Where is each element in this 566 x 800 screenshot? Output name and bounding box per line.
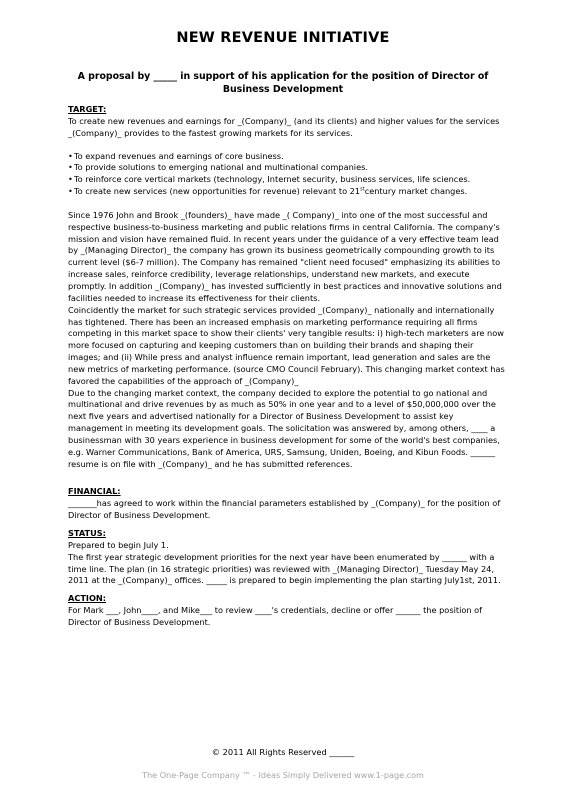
status-line-2: The first year strategic development priorities for the next year have been enumerated by ______ with a time line. The plan (in 16 strategic priorities) was reviewed with _(Managing Director)_ Tuesday May 24, 2011 at the _(Company)_ offices. _____ is prepared to begin implementing the plan starting July1st, 2011. bbox=[68, 551, 501, 586]
company-tagline: The One-Page Company ™ - Ideas Simply Delivered www.1-page.com bbox=[142, 770, 424, 780]
target-bullet-list bbox=[68, 151, 508, 198]
paragraph-market: Coincidently the market for such strategic services provided _(Company)_ nationally and internationally has tightened. There has been an increased emphasis on marketing performance requiring all firms competing in this market space to show their clients' very tangible results: i) high-tech marketers are now more focused on capturing and keeping customers than on building their brands and shaping their images; and (ii) While press and analyst influence remain important, lead generation and sales are the new metrics of marketing performance. (source CMO Council February). This changing market context has favored the capabilities of the approach of _(Company)_ bbox=[68, 304, 505, 386]
target-heading: TARGET: bbox=[68, 104, 107, 114]
document-title: NEW REVENUE INITIATIVE bbox=[176, 30, 390, 46]
document-subtitle: A proposal by _____ in support of his application for the position of Director of Business Development bbox=[77, 71, 489, 95]
bullet-item: • To reinforce core vertical markets (technology, Internet security, business services, life sciences. bbox=[68, 174, 508, 186]
paragraph-context: Due to the changing market context, the company decided to explore the potential to go national and multinational and drive revenues by as much as 50% in one year and to a level of $50,000,000 over the next five years and advertised nationally for a Director of Business Development to assist key management in meeting its development goals. The solicitation was answered by, among others, ____ a businessman with 30 years experience in business development for some of the world's best companies, e.g. Warner Communications, Bank of America, URS, Samsung, Uniden, Boeing, and Kibun Foods. ______ resume is on file with _(Company)_ and he has submitted references. bbox=[68, 387, 500, 469]
ordinal-suffix: st bbox=[360, 186, 365, 193]
bullet-item bbox=[68, 186, 508, 198]
copyright-footer: © 2011 All Rights Reserved ______ bbox=[211, 747, 355, 757]
status-line-1: Prepared to begin July 1. bbox=[68, 539, 169, 550]
bullet-item: • To expand revenues and earnings of core business. bbox=[68, 151, 508, 163]
financial-text: _______has agreed to work within the financial parameters established by _(Company)_ for the position of Director of Business Development. bbox=[68, 498, 501, 521]
action-heading: ACTION: bbox=[68, 593, 107, 604]
bullet-text-end: century market changes. bbox=[364, 186, 468, 197]
financial-heading: FINANCIAL: bbox=[68, 486, 121, 497]
action-text: For Mark ___, John____, and Mike___ to review ____'s credentials, decline or offer ______ the position of Director of Business Development. bbox=[68, 605, 483, 627]
status-heading: STATUS: bbox=[68, 528, 106, 538]
bullet-text: To create new services (new opportunities for revenue) relevant to 21 bbox=[74, 186, 361, 197]
document-body bbox=[68, 104, 508, 629]
target-intro: To create new revenues and earnings for _(Company)_ (and its clients) and higher values for the services _(Company)_ provides to the fastest growing markets for its services. bbox=[68, 115, 500, 138]
bullet-item: • To provide solutions to emerging national and multinational companies. bbox=[68, 162, 508, 174]
paragraph-history: Since 1976 John and Brook _(founders)_ have made _( Company)_ into one of the most successful and respective business-to-business marketing and public relations firms in central California. The company's mission and vision have remained fluid. In recent years under the guidance of a very effective team lead by _(Managing Director)_ the company has grown its business geometrically compounding growth to its current level ($6-7 million). The Company has remained "client need focused" emphasizing its abilities to increase sales, reinforce credibility, leverage relationships, understand new markets, and execute promptly. In addition _(Company)_ has invested sufficiently in best practices and innovative solutions and facilities needed to increase its effectiveness for their clients. bbox=[68, 209, 502, 303]
